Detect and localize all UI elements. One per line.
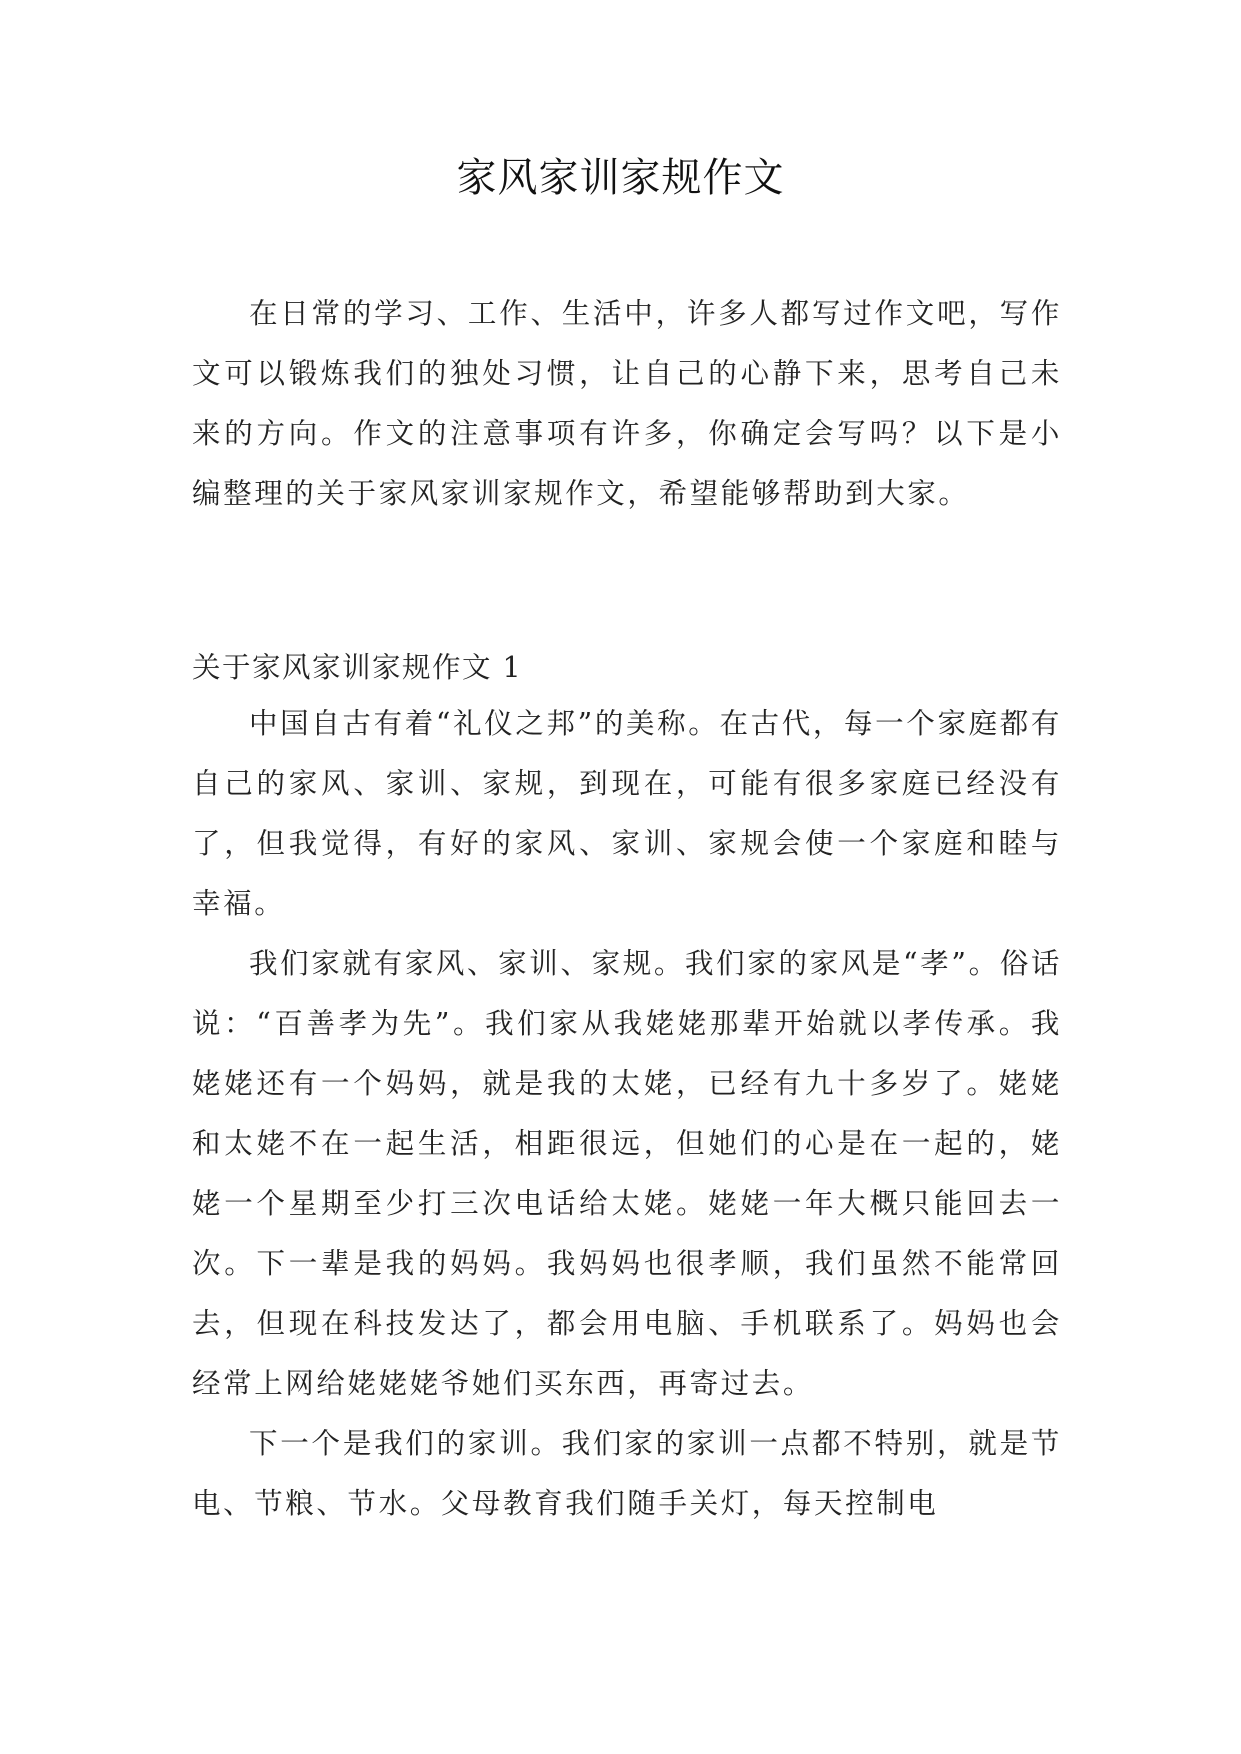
essay-body [192, 694, 1062, 1534]
intro-paragraph: 在日常的学习、工作、生活中，许多人都写过作文吧，写作文可以锻炼我们的独处习惯，让自己的心静下来，思考自己未来的方向。作文的注意事项有许多，你确定会写吗？以下是小编整理的关于家风家训家规作文，希望能够帮助到大家。 [192, 297, 1062, 510]
document-title: 家风家训家规作文 [456, 155, 785, 201]
essay-paragraph-1: 中国自古有着“礼仪之邦”的美称。在古代，每一个家庭都有自己的家风、家训、家规，到现在，可能有很多家庭已经没有了，但我觉得，有好的家风、家训、家规会使一个家庭和睦与幸福。 [192, 707, 1062, 920]
essay-paragraph-3: 下一个是我们的家训。我们家的家训一点都不特别，就是节电、节粮、节水。父母教育我们随手关灯，每天控制电 [192, 1427, 1062, 1520]
essay-paragraph-2: 我们家就有家风、家训、家规。我们家的家风是“孝”。俗话说：“百善孝为先”。我们家从我姥姥那辈开始就以孝传承。我姥姥还有一个妈妈，就是我的太姥，已经有九十多岁了。姥姥和太姥不在一起生活，相距很远，但她们的心是在一起的，姥姥一个星期至少打三次电话给太姥。姥姥一年大概只能回去一次。下一辈是我的妈妈。我妈妈也很孝顺，我们虽然不能常回去，但现在科技发达了，都会用电脑、手机联系了。妈妈也会经常上网给姥姥姥爷她们买东西，再寄过去。 [192, 947, 1062, 1400]
intro-section [192, 284, 1062, 524]
section-heading: 关于家风家训家规作文 1 [192, 651, 523, 684]
